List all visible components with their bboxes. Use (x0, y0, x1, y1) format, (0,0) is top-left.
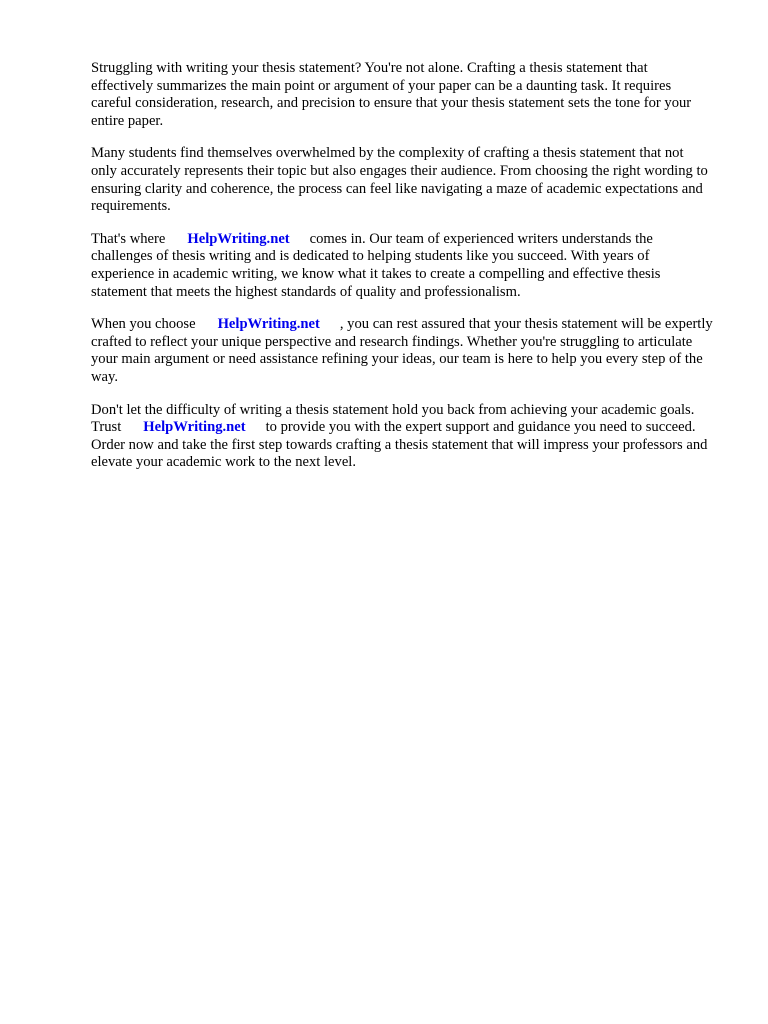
paragraph-thats-where (91, 231, 713, 301)
paragraph-when-you-choose (91, 316, 713, 386)
paragraph-intro (91, 60, 713, 130)
document-body (91, 60, 713, 487)
paragraph-dont-let (91, 402, 713, 472)
helpwriting-link[interactable]: HelpWriting.net (143, 419, 246, 436)
paragraph-challenges (91, 145, 713, 215)
paragraph-text: Don't let the difficulty of writing a thesis statement hold you back from achieving your academic goals. Trust (91, 401, 695, 436)
paragraph-text: When you choose (91, 316, 196, 333)
helpwriting-link[interactable]: HelpWriting.net (187, 230, 290, 247)
helpwriting-link[interactable]: HelpWriting.net (217, 316, 320, 333)
paragraph-intro-text: Struggling with writing your thesis statement? You're not alone. Crafting a thesis statement that effectively summarizes the main point or argument of your paper can be a daunting task. It requires careful consideration, research, and precision to ensure that your thesis statement sets the tone for your entire paper. (91, 60, 692, 129)
paragraph-challenges-text: Many students find themselves overwhelmed by the complexity of crafting a thesis statement that not only accurately represents their topic but also engages their audience. From choosing the right wording to ensuring clarity and coherence, the process can feel like navigating a maze of academic expectations and requirements. (91, 145, 708, 215)
paragraph-text: That's where (91, 230, 166, 247)
paragraph-text: to provide you with the expert support and guidance you need to succeed. Order now and take the first step towards crafting a thesis statement that will impress your professors and elevate your academic work to the next level. (91, 419, 708, 471)
paragraph-text: comes in. Our team of experienced writers understands the challenges of thesis writing and is dedicated to helping students like you succeed. With years of experience in academic writing, we know what it takes to create a compelling and effective thesis statement that meets the highest standards of quality and professionalism. (91, 230, 661, 300)
paragraph-text: , you can rest assured that your thesis statement will be expertly crafted to reflect your unique perspective and research findings. Whether you're struggling to articulate your main argument or need assistance refining your ideas, our team is here to help you every step of the way. (91, 316, 713, 385)
